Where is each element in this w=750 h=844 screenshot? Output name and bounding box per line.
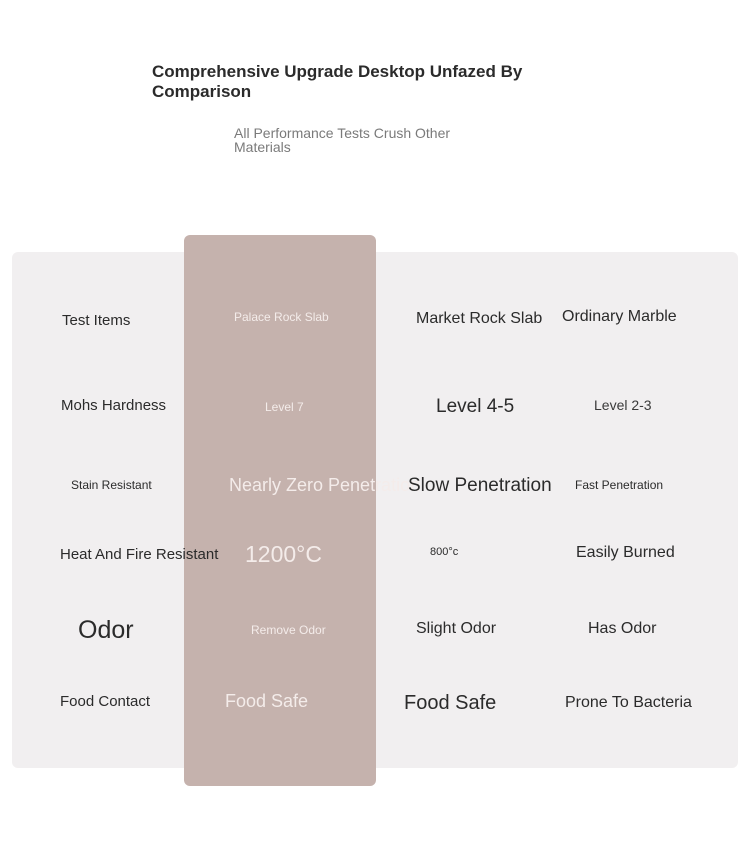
cell-market-odor: Slight Odor — [416, 620, 497, 637]
page-subtitle: All Performance Tests Crush Other Materials — [234, 125, 451, 155]
cell-marble-food-contact: Prone To Bacteria — [565, 694, 692, 711]
row-label-mohs-hardness: Mohs Hardness — [61, 397, 167, 414]
cell-market-mohs-hardness: Level 4-5 — [436, 396, 515, 417]
cell-marble-stain-resistant: Fast Penetration — [575, 478, 664, 492]
cell-palace-food-contact: Food Safe — [225, 691, 309, 711]
column-header-palace-rock-slab: Palace Rock Slab — [234, 310, 329, 324]
cell-marble-heat-fire-resistant: Easily Burned — [576, 544, 675, 561]
cell-palace-mohs-hardness: Level 7 — [265, 400, 304, 414]
cell-market-heat-fire-resistant: 800°c — [430, 546, 459, 558]
row-label-heat-fire-resistant: Heat And Fire Resistant — [60, 546, 219, 563]
cell-market-stain-resistant: Slow Penetration — [408, 475, 552, 496]
cell-palace-odor: Remove Odor — [251, 623, 326, 637]
page-title: Comprehensive Upgrade Desktop Unfazed By Comparison — [152, 62, 523, 101]
cell-marble-mohs-hardness: Level 2-3 — [594, 397, 652, 413]
cell-palace-heat-fire-resistant: 1200°C — [245, 541, 322, 567]
row-label-odor: Odor — [78, 616, 134, 644]
cell-marble-odor: Has Odor — [588, 620, 657, 637]
column-header-ordinary-marble: Ordinary Marble — [562, 308, 677, 325]
cell-palace-stain-resistant: Nearly Zero Penetration — [229, 475, 421, 495]
column-header-market-rock-slab: Market Rock Slab — [416, 310, 543, 327]
cell-market-food-contact: Food Safe — [404, 692, 497, 714]
row-label-food-contact: Food Contact — [60, 693, 151, 710]
column-header-test-items: Test Items — [62, 312, 131, 329]
row-label-stain-resistant: Stain Resistant — [71, 478, 152, 492]
